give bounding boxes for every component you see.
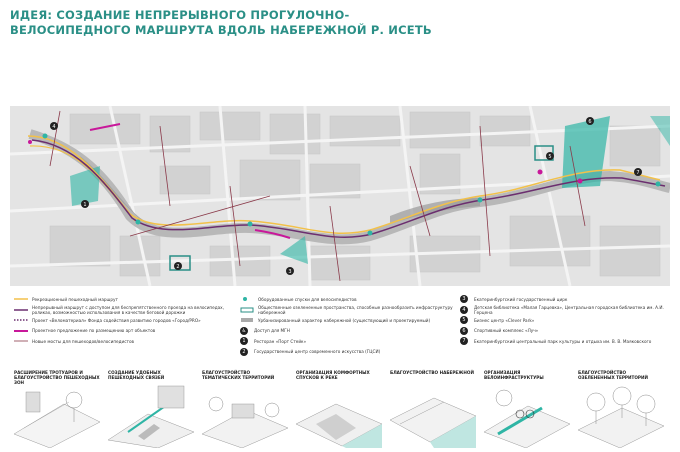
marker-5: 5 <box>548 154 552 160</box>
legend-label: Общественные озелененные пространства, способные разнообразить инфраструктуру набережной <box>258 304 453 315</box>
number-badge: 3 <box>460 295 468 303</box>
legend-label: Проектное предложение по размещению арт объектов <box>32 328 156 334</box>
purple-line-icon <box>14 308 28 312</box>
legend-item <box>460 326 675 337</box>
legend-item <box>240 347 455 358</box>
panel-descents <box>296 370 382 448</box>
panel-thematic <box>202 370 288 448</box>
panel-caption: РАСШИРЕНИЕ ТРОТУАРОВ И БЛАГОУСТРОЙСТВО ПЕШЕХОДНЫХ ЗОН <box>14 370 100 385</box>
marker-7: 7 <box>636 170 640 176</box>
number-badge: 7 <box>460 337 468 345</box>
number-badge: 2 <box>240 348 248 356</box>
embankment-illustration <box>390 384 476 448</box>
legend-item <box>14 305 229 316</box>
legend-routes <box>14 294 229 347</box>
legend-label: Ресторан «Порт Стейк» <box>254 338 307 344</box>
marker-4: 4 <box>52 124 56 130</box>
dot-icon <box>240 296 254 302</box>
panel-green-areas <box>578 370 664 448</box>
legend-label: Екатеринбургский государственный цирк <box>474 296 568 302</box>
panel-caption: БЛАГОУСТРОЙСТВО ОЗЕЛЕНЕННЫХ ТЕРРИТОРИЙ <box>578 370 648 380</box>
legend-label: Детская библиотека «Малая Гарцевка», Центральная городская библиотека им. А.И. Герцена <box>474 304 664 315</box>
marker-2: 2 <box>176 264 180 270</box>
legend-item <box>460 336 675 347</box>
panel-pedestrian-links <box>108 370 194 448</box>
dotted-line-icon <box>14 318 28 322</box>
thematic-illustration <box>202 384 288 448</box>
links-illustration <box>108 384 194 448</box>
number-badge: 5 <box>460 316 468 324</box>
panel-caption: БЛАГОУСТРОЙСТВО ТЕМАТИЧЕСКИХ ТЕРРИТОРИЙ <box>202 370 275 380</box>
legend-item <box>14 336 229 347</box>
green-illustration <box>578 384 664 448</box>
legend-item <box>14 294 229 305</box>
bridge-line-icon <box>14 339 28 343</box>
legend-item <box>240 294 455 305</box>
marker-1: 1 <box>83 202 87 208</box>
number-badge: 6 <box>460 327 468 335</box>
panel-caption: СОЗДАНИЕ УДОБНЫХ ПЕШЕХОДНЫХ СВЯЗЕЙ <box>108 370 165 380</box>
legend-item <box>240 326 455 337</box>
legend-label: Бизнес центр «Clever Park» <box>474 317 535 323</box>
legend-label: Новые мосты для пешеходов/велосипедистов <box>32 338 135 344</box>
legend-item <box>240 305 455 316</box>
legend-label: Непрерывный маршрут с доступом для беспрепятственного проезда на велосипедах, роликах, возможностью использования в качестве беговой дорожки <box>32 304 224 315</box>
legend-item <box>240 315 455 326</box>
panel-embankment <box>390 370 476 448</box>
legend-features <box>240 294 455 357</box>
wheelchair-icon: ♿ <box>241 327 247 334</box>
illustration-panels <box>14 370 670 448</box>
legend-label: Проект «Веломатериал» Фонда содействия развитию городов «Город/PRO» <box>32 317 201 323</box>
number-badge: 1 <box>240 337 248 345</box>
hatch-box-icon <box>240 317 254 323</box>
legend-places <box>460 294 675 347</box>
panel-caption: ОРГАНИЗАЦИЯ КОМФОРТНЫХ СПУСКОВ К РЕКЕ <box>296 370 370 380</box>
sidewalk-illustration <box>14 384 100 448</box>
green-box-icon <box>240 307 254 313</box>
legend-label: Оборудованные спуски для велосипедистов <box>258 296 357 302</box>
legend-item <box>460 305 675 316</box>
legend-item <box>14 315 229 326</box>
legend-label: Государственный центр современного искусства (ГЦСИ) <box>254 349 381 355</box>
panel-caption: БЛАГОУСТРОЙСТВО НАБЕРЕЖНОЙ <box>390 370 474 375</box>
panel-caption: ОРГАНИЗАЦИЯ ВЕЛОИНФРАСТРУКТУРЫ <box>484 370 544 380</box>
panel-sidewalks <box>14 370 100 448</box>
panel-bike-infra <box>484 370 570 448</box>
legend-label: Спортивный комплекс «Луч» <box>474 328 539 334</box>
yellow-line-icon <box>14 297 28 301</box>
legend-label: Доступ для МГН <box>254 328 290 334</box>
marker-3: 3 <box>288 269 292 275</box>
map-canvas <box>10 106 670 286</box>
legend-item <box>14 326 229 337</box>
legend-label: Екатеринбургский центральный парк культуры и отдыха им. В. В. Маяковского <box>474 338 652 344</box>
descents-illustration <box>296 384 382 448</box>
magenta-line-icon <box>14 329 28 333</box>
bike-illustration <box>484 384 570 448</box>
legend-item <box>460 315 675 326</box>
marker-6: 6 <box>588 119 592 125</box>
legend-item <box>240 336 455 347</box>
legend-label: Урбанизированный характер набережной (существующий и проектируемый) <box>258 317 431 323</box>
legend-label: Рекреационный пешеходный маршрут <box>32 296 118 302</box>
legend-item <box>460 294 675 305</box>
number-badge: 4 <box>460 306 468 314</box>
page-title: ИДЕЯ: СОЗДАНИЕ НЕПРЕРЫВНОГО ПРОГУЛОЧНО-ВЕЛОСИПЕДНОГО МАРШРУТА ВДОЛЬ НАБЕРЕЖНОЙ Р. ИСЕТЬ <box>10 8 432 37</box>
route-map <box>10 106 670 286</box>
